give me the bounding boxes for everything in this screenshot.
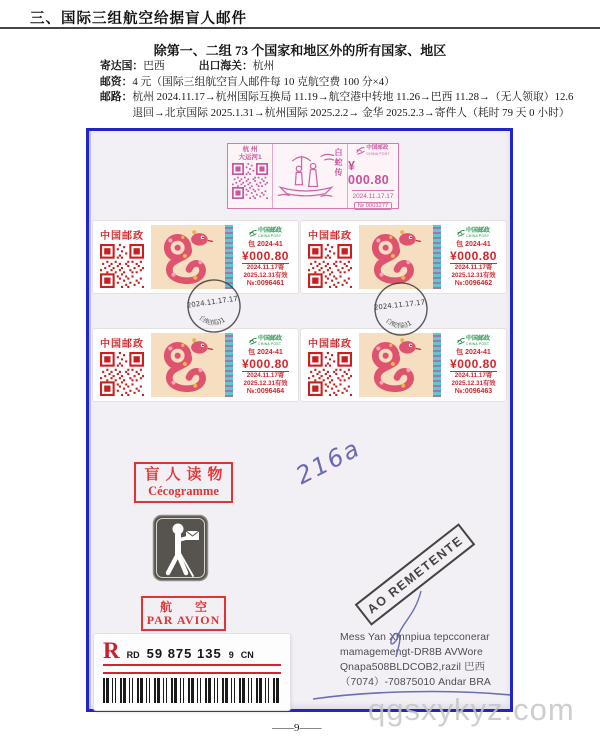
label-info-panel [233, 227, 298, 287]
china-post-logo-icon [457, 229, 465, 237]
meter-logo-en: CHINA POST [366, 151, 390, 156]
svg-text:白蛇(临)1 [197, 310, 227, 329]
postage-value: 4 元（国际三组航空盲人邮件每 10 克航空费 100 分×4） [132, 75, 395, 88]
label-logo-cn: 中国邮政 [465, 336, 490, 342]
label-logo-cn: 中国邮政 [465, 228, 490, 234]
label-logo-en: CHINA POST [257, 234, 282, 238]
par-avion-cn: 航 空 [159, 600, 217, 614]
label-info-panel [233, 335, 298, 395]
franking-label-3 [93, 329, 298, 401]
label-category: 包 2024-41 [248, 349, 283, 356]
meter-pictorial-title: 白蛇传 [334, 148, 343, 178]
destination-label: 寄达国： [100, 60, 144, 72]
label-brand: 中国邮政 [100, 338, 144, 350]
registered-country-code: CN [240, 650, 254, 660]
snake-icon [364, 336, 428, 394]
page-title: 三、国际三组航空给据盲人邮件 [30, 11, 247, 27]
china-post-logo-icon [249, 337, 257, 345]
label-date: 2024.11.17寄 [246, 372, 285, 379]
postmark-office: 白蛇(临)1 [197, 314, 227, 327]
postmark-left [181, 273, 247, 339]
label-valid: 2025.12.31有效 [243, 271, 288, 279]
snake-stamp-art [359, 333, 433, 397]
address-line-1: Mess Yan Xmnpiua tepcconerar [340, 632, 490, 643]
registered-r: R [103, 638, 120, 663]
snake-icon [156, 336, 220, 394]
label-logo-en: CHINA POST [257, 342, 282, 346]
meter-date: 2024.11.17.17 [352, 190, 393, 200]
meter-pictorial [272, 144, 348, 208]
postage-label: 邮资： [100, 75, 133, 88]
route-line-1: 杭州 2024.11.17→杭州国际互换局 11.19→航空港中转地 11.26→巴西 11.28→（无人领取）12.6 [132, 91, 574, 104]
cecogramme-chop [134, 462, 233, 503]
registered-prefix: RD [126, 650, 140, 660]
handwritten-number: 216a [291, 433, 366, 491]
cecogramme-fr: Cécogramme [148, 484, 219, 498]
label-date: 2024.11.17寄 [454, 372, 493, 379]
postmark-date: 2024.11.17.17. [186, 294, 241, 310]
label-serial: №:0096463 [454, 388, 493, 395]
route-label: 邮路： [100, 91, 133, 104]
label-category: 包 2024-41 [456, 241, 491, 248]
label-brand: 中国邮政 [308, 338, 352, 350]
cecogramme-cn: 盲人读物 [144, 467, 229, 483]
meter-town-line1: 杭 州 [242, 146, 258, 153]
registered-check-digit: 9 [228, 650, 234, 660]
envelope-photo [86, 128, 513, 712]
info-route-row [100, 90, 598, 121]
label-amount: ¥000.80 [450, 249, 497, 263]
customs-value: 杭州 [252, 60, 275, 72]
label-logo-cn: 中国邮政 [257, 228, 282, 234]
meter-serial: № 0003277 [354, 202, 392, 210]
qr-code-icon [308, 244, 352, 288]
meter-logo-cn: 中国邮政 [366, 145, 389, 151]
label-category: 包 2024-41 [456, 349, 491, 356]
page-number: ——9—— [272, 722, 322, 734]
label-logo-en: CHINA POST [465, 342, 490, 346]
page-subtitle: 除第一、二组 73 个国家和地区外的所有国家、地区 [153, 43, 447, 58]
qr-code-icon [232, 163, 268, 199]
return-to-sender-stamp: AO REMETENTE [355, 523, 476, 626]
qr-code-icon [100, 244, 144, 288]
registered-red-rule [103, 664, 281, 674]
label-serial: №:0096462 [454, 280, 493, 287]
china-post-logo-icon [356, 146, 365, 155]
destination-value: 巴西 [143, 60, 165, 72]
label-info-panel [441, 227, 506, 287]
info-postage-row [100, 75, 598, 91]
meter-amount: ¥ 000.80 [348, 158, 390, 187]
meter-stamp [227, 143, 399, 209]
label-amount: ¥000.80 [242, 249, 289, 263]
label-serial: №:0096461 [246, 280, 285, 287]
qr-code-icon [308, 352, 352, 396]
label-logo-cn: 中国邮政 [257, 336, 282, 342]
par-avion-fr: PAR AVION [146, 613, 221, 627]
label-valid: 2025.12.31有效 [243, 379, 288, 387]
label-valid: 2025.12.31有效 [451, 271, 496, 279]
franking-label-4 [301, 329, 506, 401]
label-date: 2024.11.17寄 [454, 264, 493, 271]
address-block [340, 630, 512, 690]
snake-stamp-art [151, 333, 225, 397]
label-side-strip [433, 225, 441, 289]
svg-text:白蛇(临)1 [384, 313, 414, 331]
address-line-3: Qnapa508BLDCOB2,razil 巴西 [340, 662, 486, 673]
label-amount: ¥000.80 [242, 357, 289, 371]
registered-number: 59 875 135 [146, 646, 222, 661]
label-brand: 中国邮政 [308, 230, 352, 242]
label-info-panel [441, 335, 506, 395]
address-line-2: mamagemengt-DR8B AVWore [340, 647, 483, 658]
mail-info-block [100, 59, 598, 121]
meter-town-line2: 大运河1 [238, 153, 262, 161]
label-date: 2024.11.17寄 [246, 264, 285, 271]
china-post-logo-icon [457, 337, 465, 345]
label-side-strip [433, 333, 441, 397]
label-amount: ¥000.80 [450, 357, 497, 371]
registered-label [94, 634, 290, 710]
customs-label: 出口海关： [198, 60, 253, 72]
label-logo-en: CHINA POST [465, 234, 490, 238]
par-avion-chop [141, 596, 226, 631]
label-serial: №:0096464 [246, 388, 285, 395]
route-value [132, 90, 573, 121]
meter-left-panel [228, 144, 272, 208]
postmark-date: 2024.11.17.17. [373, 298, 428, 312]
watermark: qgsxykyz.com [368, 692, 575, 727]
title-rule [0, 27, 600, 29]
postmark-office: 白蛇(临)1 [384, 316, 414, 330]
label-category: 包 2024-41 [248, 241, 283, 248]
china-post-logo-icon [249, 229, 257, 237]
label-valid: 2025.12.31有效 [451, 379, 496, 387]
label-side-strip [225, 333, 233, 397]
label-brand: 中国邮政 [100, 230, 144, 242]
postmark-right [369, 277, 433, 341]
boat-scene-icon [275, 148, 337, 202]
china-post-logo [356, 146, 389, 156]
address-line-4: （7074）-70875010 Andar BRA [340, 677, 491, 688]
route-line-2: 退回→北京国际 2025.1.31→杭州国际 2025.2.2→ 金华 2025.2.3→寄件人（耗时 79 天 0 小时） [132, 106, 570, 119]
qr-code-icon [100, 352, 144, 396]
meter-right-panel [348, 144, 398, 208]
info-destination-row [100, 59, 598, 75]
barcode [103, 678, 281, 703]
blind-person-icon [152, 514, 209, 582]
